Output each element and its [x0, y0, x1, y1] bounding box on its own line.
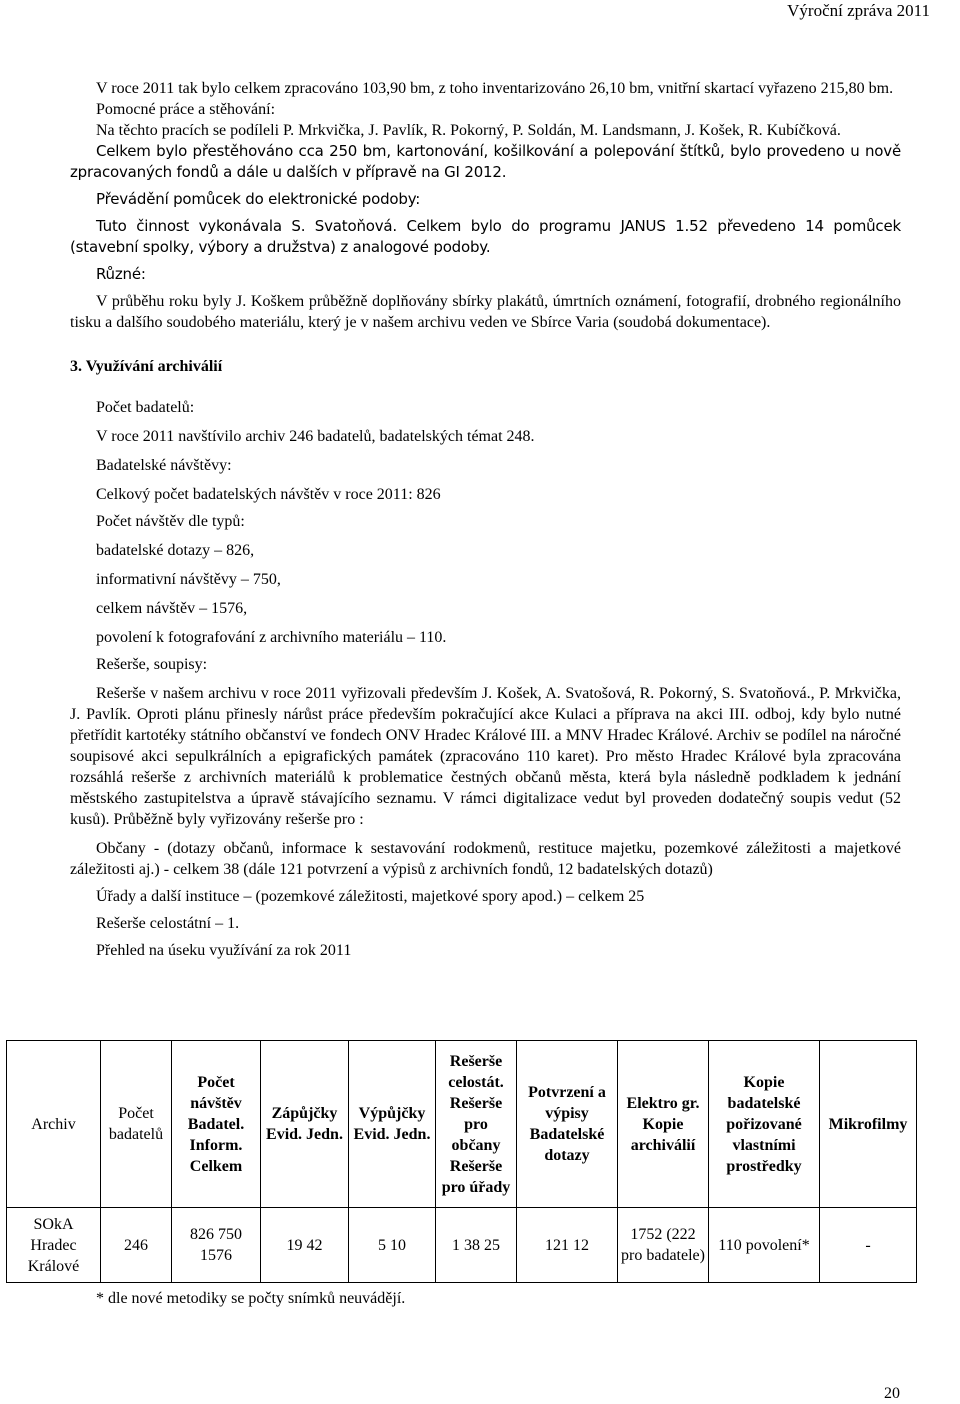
paragraph-searches: Rešerše v našem archivu v roce 2011 vyřizovali především J. Košek, A. Svatošová, R. Pokorný, S. Svatoňová., P. Mrkvička, J. Pavlík. Oproti plánu přinesly nárůst práce především pokračující akce Kulaci a příprava na akci III. odboj, kdy bylo nutné přetřídit kartotéky státního občanství ve fondech ONV Hradec Králové III. a MNV Hradec Králové. Archiv se podílel na náročné soupisové akci sepulkrálních a epigrafických památek (zpracováno 110 karet). Pro město Hradec Králové byla zpracována rozsáhlá rešerše z archivních materiálů k problematice čestných občanů města, která byla následně podkladem k jednání městského zastupitelstva a úpravě stávajícího seznamu. V rámci digitalizace vedut byl proveden dodatečný soupis vedut (52 kusů). Průběžně byly vyřizovány rešerše pro :	[70, 685, 901, 828]
header-borrowings: Výpůjčky Evid. Jedn.	[349, 1041, 436, 1208]
header-own-copies: Kopie badatelské pořizované vlastními prostředky	[709, 1041, 820, 1208]
cell-visit-count: 826 750 1576	[172, 1208, 261, 1283]
heading-research-visits: Badatelské návštěvy:	[96, 457, 232, 474]
paragraph-researcher-count: V roce 2011 navštívilo archiv 246 badatelů, badatelských témat 248.	[96, 428, 535, 445]
cell-loans: 19 42	[261, 1208, 349, 1283]
header-searches: Rešerše celostát. Rešerše pro občany Rešerše pro úřady	[436, 1041, 517, 1208]
paragraph-citizens: Občany - (dotazy občanů, informace k sestavování rodokmenů, restituce majetku, pozemkové záležitosti a majetkové záležitosti aj.) - celkem 38 (dále 121 potvrzení a výpisů z archivních fondů, 12 badatelských dotazů)	[70, 840, 901, 878]
header-electronic-copies: Elektro gr. Kopie archiválií	[618, 1041, 709, 1208]
list-item-total-visits: celkem návštěv – 1576,	[96, 600, 248, 617]
paragraph-auxiliary-staff: Na těchto pracích se podíleli P. Mrkvička, J. Pavlík, R. Pokorný, P. Soldán, M. Landsmann, J. Košek, R. Kubíčková.	[96, 122, 841, 139]
cell-confirmations: 121 12	[517, 1208, 618, 1283]
heading-searches: Rešerše, soupisy:	[96, 656, 208, 673]
heading-researcher-count: Počet badatelů:	[96, 399, 195, 416]
heading-misc: Různé:	[96, 265, 146, 283]
list-item-queries: badatelské dotazy – 826,	[96, 542, 255, 559]
cell-own-copies: 110 povolení*	[709, 1208, 820, 1283]
running-header: Výroční zpráva 2011	[787, 1, 930, 20]
table-header-row	[7, 1041, 917, 1208]
cell-electronic-copies: 1752 (222 pro badatele)	[618, 1208, 709, 1283]
cell-archive: SOkA Hradec Králové	[7, 1208, 101, 1283]
paragraph-offices: Úřady a další instituce – (pozemkové záležitosti, majetkové spory apod.) – celkem 25	[96, 888, 645, 905]
paragraph-national-searches: Rešerše celostátní – 1.	[96, 915, 240, 932]
table-footnote: * dle nové metodiky se počty snímků neuvádějí.	[96, 1290, 406, 1307]
page-number: 20	[884, 1385, 900, 1402]
header-confirmations: Potvrzení a výpisy Badatelské dotazy	[517, 1041, 618, 1208]
paragraph-visits-by-type: Počet návštěv dle typů:	[96, 513, 245, 530]
heading-electronic-conversion: Převádění pomůcek do elektronické podoby:	[96, 190, 421, 208]
list-item-informative: informativní návštěvy – 750,	[96, 571, 281, 588]
cell-borrowings: 5 10	[349, 1208, 436, 1283]
cell-researcher-count: 246	[101, 1208, 172, 1283]
header-archive: Archiv	[7, 1041, 101, 1208]
section-heading-archive-usage: 3. Využívání archiválií	[70, 358, 223, 375]
header-microfilms: Mikrofilmy	[820, 1041, 917, 1208]
header-researcher-count: Počet badatelů	[101, 1041, 172, 1208]
paragraph-relocation: Celkem bylo přestěhováno cca 250 bm, kartonování, košilkování a polepování štítků, bylo provedeno u nově zpracovaných fondů a dále u dalších v přípravě na GI 2012.	[70, 142, 901, 181]
list-item-photo-permits: povolení k fotografování z archivního materiálu – 110.	[96, 629, 447, 646]
table-row	[7, 1208, 917, 1283]
cell-searches: 1 38 25	[436, 1208, 517, 1283]
page-content	[70, 78, 901, 961]
heading-auxiliary-work: Pomocné práce a stěhování:	[96, 101, 276, 118]
usage-overview-table	[6, 1040, 917, 1283]
header-loans: Zápůjčky Evid. Jedn.	[261, 1041, 349, 1208]
paragraph-collections: V průběhu roku byly J. Koškem průběžně doplňovány sbírky plakátů, úmrtních oznámení, fotografií, drobného regionálního tisku a dalšího soudobého materiálu, který je v našem archivu veden ve Sbírce Varia (soudobá dokumentace).	[70, 293, 901, 331]
paragraph-visit-total: Celkový počet badatelských návštěv v roce 2011: 826	[96, 486, 441, 503]
cell-microfilms: -	[820, 1208, 917, 1283]
paragraph-janus: Tuto činnost vykonávala S. Svatoňová. Celkem bylo do programu JANUS 1.52 převedeno 14 pomůcek (stavební spolky, výbory a družstva) z analogové podoby.	[70, 217, 901, 256]
paragraph-processed-totals: V roce 2011 tak bylo celkem zpracováno 103,90 bm, z toho inventarizováno 26,10 bm, vnitřní skartací vyřazeno 215,80 bm.	[96, 80, 894, 97]
table-caption: Přehled na úseku využívání za rok 2011	[96, 942, 352, 959]
header-visit-count: Počet návštěv Badatel. Inform. Celkem	[172, 1041, 261, 1208]
